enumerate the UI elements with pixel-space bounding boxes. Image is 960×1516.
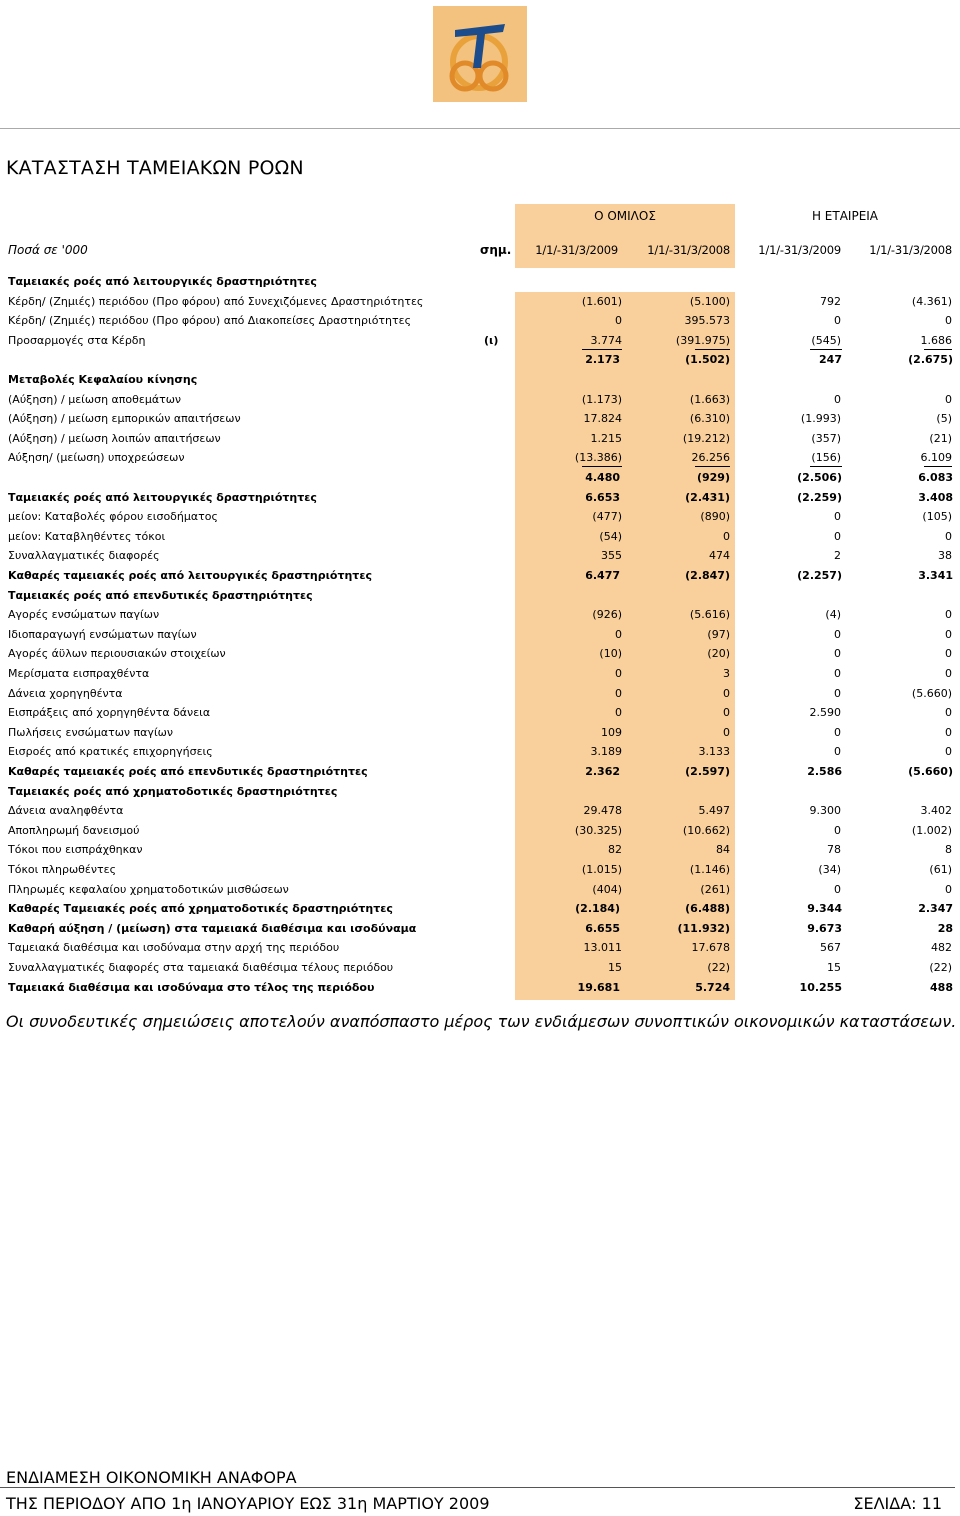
row-value: 0: [615, 628, 622, 641]
row-value: (22): [929, 961, 952, 974]
table-row: [0, 959, 960, 977]
page-title: ΚΑΤΑΣΤΑΣΗ ΤΑΜΕΙΑΚΩΝ ΡΟΩΝ: [6, 157, 304, 179]
row-value: 2: [834, 549, 841, 562]
row-value: (261): [700, 883, 730, 896]
footer-report-title: ΕΝΔΙΑΜΕΣΗ ΟΙΚΟΝΟΜΙΚΗ ΑΝΑΦΟΡΑ: [6, 1468, 297, 1487]
row-value: 0: [945, 314, 952, 327]
row-value: 82: [608, 843, 622, 856]
table-row: [0, 645, 960, 663]
footer-period: ΤΗΣ ΠΕΡΙΟΔΟΥ ΑΠΟ 1η ΙΑΝΟΥΑΡΙΟΥ ΕΩΣ 31η ΜΑΡΤΙΟΥ 2009: [6, 1494, 490, 1513]
row-value: 6.109: [920, 451, 952, 464]
row-label: Συναλλαγματικές διαφορές: [8, 549, 160, 562]
subtotal-underline: [582, 466, 622, 467]
row-value: 0: [723, 687, 730, 700]
row-value: 0: [945, 647, 952, 660]
row-value: (2.675): [908, 353, 953, 366]
row-label: Μερίσματα εισπραχθέντα: [8, 667, 150, 680]
table-row: [0, 410, 960, 428]
table-row: [0, 528, 960, 546]
row-value: (2.257): [797, 569, 842, 582]
row-value: 19.681: [577, 981, 620, 994]
row-value: 395.573: [684, 314, 730, 327]
row-label: Συναλλαγματικές διαφορές στα ταμειακά διαθέσιμα τέλους περιόδου: [8, 961, 394, 974]
row-value: (2.431): [685, 491, 730, 504]
table-row: [0, 841, 960, 859]
row-label: Τόκοι που εισπράχθηκαν: [8, 843, 143, 856]
row-value: (1.015): [581, 863, 622, 876]
column-header-company-2008: 1/1/-31/3/2008: [869, 243, 952, 257]
row-value: 15: [827, 961, 841, 974]
row-label: Πληρωμές κεφαλαίου χρηματοδοτικών μισθώσεων: [8, 883, 289, 896]
table-row: [0, 685, 960, 703]
row-value: 3.133: [698, 745, 730, 758]
table-row: [0, 979, 960, 997]
row-value: 0: [615, 667, 622, 680]
table-row: [0, 783, 960, 801]
row-label: Κέρδη/ (Ζημιές) περιόδου (Προ φόρου) από Συνεχιζόμενες Δραστηριότητες: [8, 295, 424, 308]
table-row: [0, 371, 960, 389]
row-value: 78: [827, 843, 841, 856]
row-label: Καθαρή αύξηση / (μείωση) στα ταμειακά διαθέσιμα και ισοδύναμα: [8, 922, 417, 935]
table-row: [0, 724, 960, 742]
table-row: [0, 567, 960, 585]
row-value: (4): [825, 608, 841, 621]
row-value: 17.824: [583, 412, 622, 425]
row-label: Ταμειακά διαθέσιμα και ισοδύναμα στην αρχή της περιόδου: [8, 941, 340, 954]
row-value: (2.506): [797, 471, 842, 484]
row-label: Καθαρές ταμειακές ροές από λειτουργικές δραστηριότητες: [8, 569, 372, 582]
column-header-group-2009: 1/1/-31/3/2009: [535, 243, 618, 257]
row-value: 2.347: [918, 902, 953, 915]
row-value: 0: [615, 687, 622, 700]
row-value: 9.344: [807, 902, 842, 915]
page-number: ΣΕΛΙΔΑ: 11: [853, 1494, 942, 1513]
table-row: [0, 469, 960, 487]
row-value: 2.362: [585, 765, 620, 778]
row-value: 0: [834, 883, 841, 896]
row-value: (2.847): [685, 569, 730, 582]
row-label: Δάνεια αναληφθέντα: [8, 804, 124, 817]
row-value: 0: [723, 530, 730, 543]
row-value: (545): [811, 334, 841, 347]
row-value: 13.011: [583, 941, 622, 954]
row-value: 0: [945, 628, 952, 641]
subtotal-underline: [582, 349, 622, 350]
row-value: 84: [716, 843, 730, 856]
row-label: μείον: Καταβολές φόρου εισοδήματος: [8, 510, 218, 523]
row-value: 0: [834, 628, 841, 641]
row-value: 355: [601, 549, 622, 562]
row-value: 0: [834, 687, 841, 700]
table-row: [0, 939, 960, 957]
row-label: Ταμειακές ροές από επενδυτικές δραστηριότητες: [8, 589, 313, 602]
row-value: 17.678: [691, 941, 730, 954]
table-row: [0, 587, 960, 605]
table-row: [0, 332, 960, 350]
row-label: Ταμειακά διαθέσιμα και ισοδύναμα στο τέλος της περιόδου: [8, 981, 375, 994]
row-value: 6.083: [918, 471, 953, 484]
table-row: [0, 881, 960, 899]
row-value: 0: [945, 745, 952, 758]
row-value: 2.590: [809, 706, 841, 719]
row-value: 10.255: [799, 981, 842, 994]
row-label: Καθαρές Ταμειακές ροές από χρηματοδοτικές δραστηριότητες: [8, 902, 393, 915]
row-value: (1.993): [800, 412, 841, 425]
table-row: [0, 547, 960, 565]
row-label: Μεταβολές Κεφαλαίου κίνησης: [8, 373, 198, 386]
table-row: [0, 763, 960, 781]
row-value: 0: [723, 726, 730, 739]
row-value: 6.655: [585, 922, 620, 935]
row-value: 2.173: [585, 353, 620, 366]
row-value: 0: [615, 314, 622, 327]
table-row: [0, 626, 960, 644]
row-value: (4.361): [911, 295, 952, 308]
table-row: [0, 743, 960, 761]
row-value: (391.975): [675, 334, 730, 347]
row-value: (1.601): [581, 295, 622, 308]
row-label: Εισροές από κρατικές επιχορηγήσεις: [8, 745, 213, 758]
row-value: (5.616): [689, 608, 730, 621]
row-value: (1.173): [581, 393, 622, 406]
row-value: 8: [945, 843, 952, 856]
table-row: [0, 489, 960, 507]
row-value: 4.480: [585, 471, 620, 484]
row-value: (19.212): [682, 432, 730, 445]
row-label: Ταμειακές ροές από λειτουργικές δραστηριότητες: [8, 275, 317, 288]
row-value: (6.310): [689, 412, 730, 425]
row-value: 1.215: [590, 432, 622, 445]
table-row: [0, 920, 960, 938]
row-value: 28: [937, 922, 953, 935]
subtotal-underline: [924, 466, 952, 467]
footer-divider: [0, 1487, 955, 1488]
row-value: 109: [601, 726, 622, 739]
row-value: 3.408: [918, 491, 953, 504]
row-value: 3.189: [590, 745, 622, 758]
table-row: [0, 665, 960, 683]
row-value: (477): [592, 510, 622, 523]
row-value: 567: [820, 941, 841, 954]
subtotal-underline: [810, 349, 842, 350]
table-row: [0, 293, 960, 311]
row-value: 0: [834, 530, 841, 543]
note-header: σημ.: [480, 243, 512, 257]
row-note: (ι): [484, 334, 499, 347]
row-value: (404): [592, 883, 622, 896]
row-value: (11.932): [677, 922, 730, 935]
row-value: 1.686: [920, 334, 952, 347]
row-value: (13.386): [574, 451, 622, 464]
row-label: μείον: Καταβληθέντες τόκοι: [8, 530, 166, 543]
row-value: 0: [834, 667, 841, 680]
row-value: 0: [945, 530, 952, 543]
row-value: (105): [922, 510, 952, 523]
row-value: 0: [834, 393, 841, 406]
row-value: 0: [615, 706, 622, 719]
row-value: (34): [818, 863, 841, 876]
row-value: 0: [834, 314, 841, 327]
row-value: 3: [723, 667, 730, 680]
row-label: Αγορές άϋλων περιουσιακών στοιχείων: [8, 647, 226, 660]
table-row: [0, 273, 960, 291]
row-value: 247: [819, 353, 842, 366]
row-value: 6.653: [585, 491, 620, 504]
row-label: Αύξηση/ (μείωση) υποχρεώσεων: [8, 451, 185, 464]
group-header: Ο ΟΜΙΛΟΣ: [594, 209, 656, 223]
table-row: [0, 822, 960, 840]
row-value: 3.402: [920, 804, 952, 817]
row-value: 474: [709, 549, 730, 562]
table-row: [0, 861, 960, 879]
row-value: 5.497: [698, 804, 730, 817]
row-label: Τόκοι πληρωθέντες: [8, 863, 117, 876]
row-value: (2.597): [685, 765, 730, 778]
row-label: Αποπληρωμή δανεισμού: [8, 824, 140, 837]
table-row: [0, 430, 960, 448]
row-value: 0: [945, 706, 952, 719]
subtotal-underline: [810, 466, 842, 467]
subtotal-underline: [695, 349, 730, 350]
row-value: (1.502): [685, 353, 730, 366]
row-value: 0: [834, 510, 841, 523]
row-value: (5.100): [689, 295, 730, 308]
row-value: 0: [945, 726, 952, 739]
row-label: Ιδιοπαραγωγή ενσώματων παγίων: [8, 628, 197, 641]
row-label: (Αύξηση) / μείωση αποθεμάτων: [8, 393, 182, 406]
row-label: Ταμειακές ροές από χρηματοδοτικές δραστηριότητες: [8, 785, 338, 798]
row-value: (357): [811, 432, 841, 445]
row-value: (890): [700, 510, 730, 523]
footnote: Οι συνοδευτικές σημειώσεις αποτελούν αναπόσπαστο μέρος των ενδιάμεσων συνοπτικών οικονομικών καταστάσεων.: [6, 1012, 957, 1031]
row-label: Καθαρές ταμειακές ροές από επενδυτικές δραστηριότητες: [8, 765, 368, 778]
table-row: [0, 312, 960, 330]
row-value: 0: [945, 883, 952, 896]
row-value: (5.660): [911, 687, 952, 700]
top-divider: [0, 128, 960, 129]
row-value: 0: [945, 667, 952, 680]
amounts-label: Ποσά σε '000: [8, 243, 88, 257]
row-label: (Αύξηση) / μείωση λοιπών απαιτήσεων: [8, 432, 221, 445]
column-header-group-2008: 1/1/-31/3/2008: [647, 243, 730, 257]
row-value: 26.256: [691, 451, 730, 464]
row-value: 792: [820, 295, 841, 308]
row-value: (6.488): [685, 902, 730, 915]
row-value: (97): [707, 628, 730, 641]
table-row: [0, 704, 960, 722]
row-value: 29.478: [583, 804, 622, 817]
row-value: (54): [599, 530, 622, 543]
row-value: 482: [931, 941, 952, 954]
row-value: (5): [936, 412, 952, 425]
row-value: 3.774: [590, 334, 622, 347]
row-value: (10.662): [682, 824, 730, 837]
row-value: 38: [938, 549, 952, 562]
subtotal-underline: [924, 349, 952, 350]
row-value: (1.146): [689, 863, 730, 876]
row-value: 3.341: [918, 569, 953, 582]
row-value: 0: [945, 608, 952, 621]
row-label: (Αύξηση) / μείωση εμπορικών απαιτήσεων: [8, 412, 241, 425]
row-value: (30.325): [574, 824, 622, 837]
row-value: (2.184): [575, 902, 620, 915]
row-value: (21): [929, 432, 952, 445]
row-label: Αγορές ενσώματων παγίων: [8, 608, 160, 621]
row-value: 0: [834, 647, 841, 660]
row-label: Δάνεια χορηγηθέντα: [8, 687, 123, 700]
table-row: [0, 351, 960, 369]
row-value: 0: [834, 824, 841, 837]
row-value: (61): [929, 863, 952, 876]
row-label: Εισπράξεις από χορηγηθέντα δάνεια: [8, 706, 211, 719]
row-value: 2.586: [807, 765, 842, 778]
row-label: Κέρδη/ (Ζημιές) περιόδου (Προ φόρου) από Διακοπείσες Δραστηριότητες: [8, 314, 412, 327]
row-value: (926): [592, 608, 622, 621]
subtotal-underline: [695, 466, 730, 467]
table-row: [0, 802, 960, 820]
row-value: (156): [811, 451, 841, 464]
row-value: (5.660): [908, 765, 953, 778]
row-value: 9.300: [809, 804, 841, 817]
row-value: 488: [930, 981, 953, 994]
row-value: (10): [599, 647, 622, 660]
row-value: (22): [707, 961, 730, 974]
row-value: (1.663): [689, 393, 730, 406]
row-value: (1.002): [911, 824, 952, 837]
row-value: 5.724: [695, 981, 730, 994]
row-value: 0: [834, 726, 841, 739]
table-row: [0, 508, 960, 526]
company-header: Η ΕΤΑΙΡΕΙΑ: [811, 209, 879, 223]
company-logo: [433, 6, 527, 102]
row-value: (20): [707, 647, 730, 660]
table-row: [0, 391, 960, 409]
table-row: [0, 606, 960, 624]
table-row: [0, 449, 960, 467]
row-value: 6.477: [585, 569, 620, 582]
row-value: 9.673: [807, 922, 842, 935]
row-label: Πωλήσεις ενσώματων παγίων: [8, 726, 174, 739]
row-value: (929): [696, 471, 730, 484]
row-label: Προσαρμογές στα Κέρδη: [8, 334, 146, 347]
row-value: 0: [945, 393, 952, 406]
row-value: 0: [834, 745, 841, 758]
row-value: 0: [723, 706, 730, 719]
column-header-company-2009: 1/1/-31/3/2009: [758, 243, 841, 257]
row-label: Ταμειακές ροές από λειτουργικές δραστηριότητες: [8, 491, 317, 504]
row-value: (2.259): [797, 491, 842, 504]
table-row: [0, 900, 960, 918]
row-value: 15: [608, 961, 622, 974]
